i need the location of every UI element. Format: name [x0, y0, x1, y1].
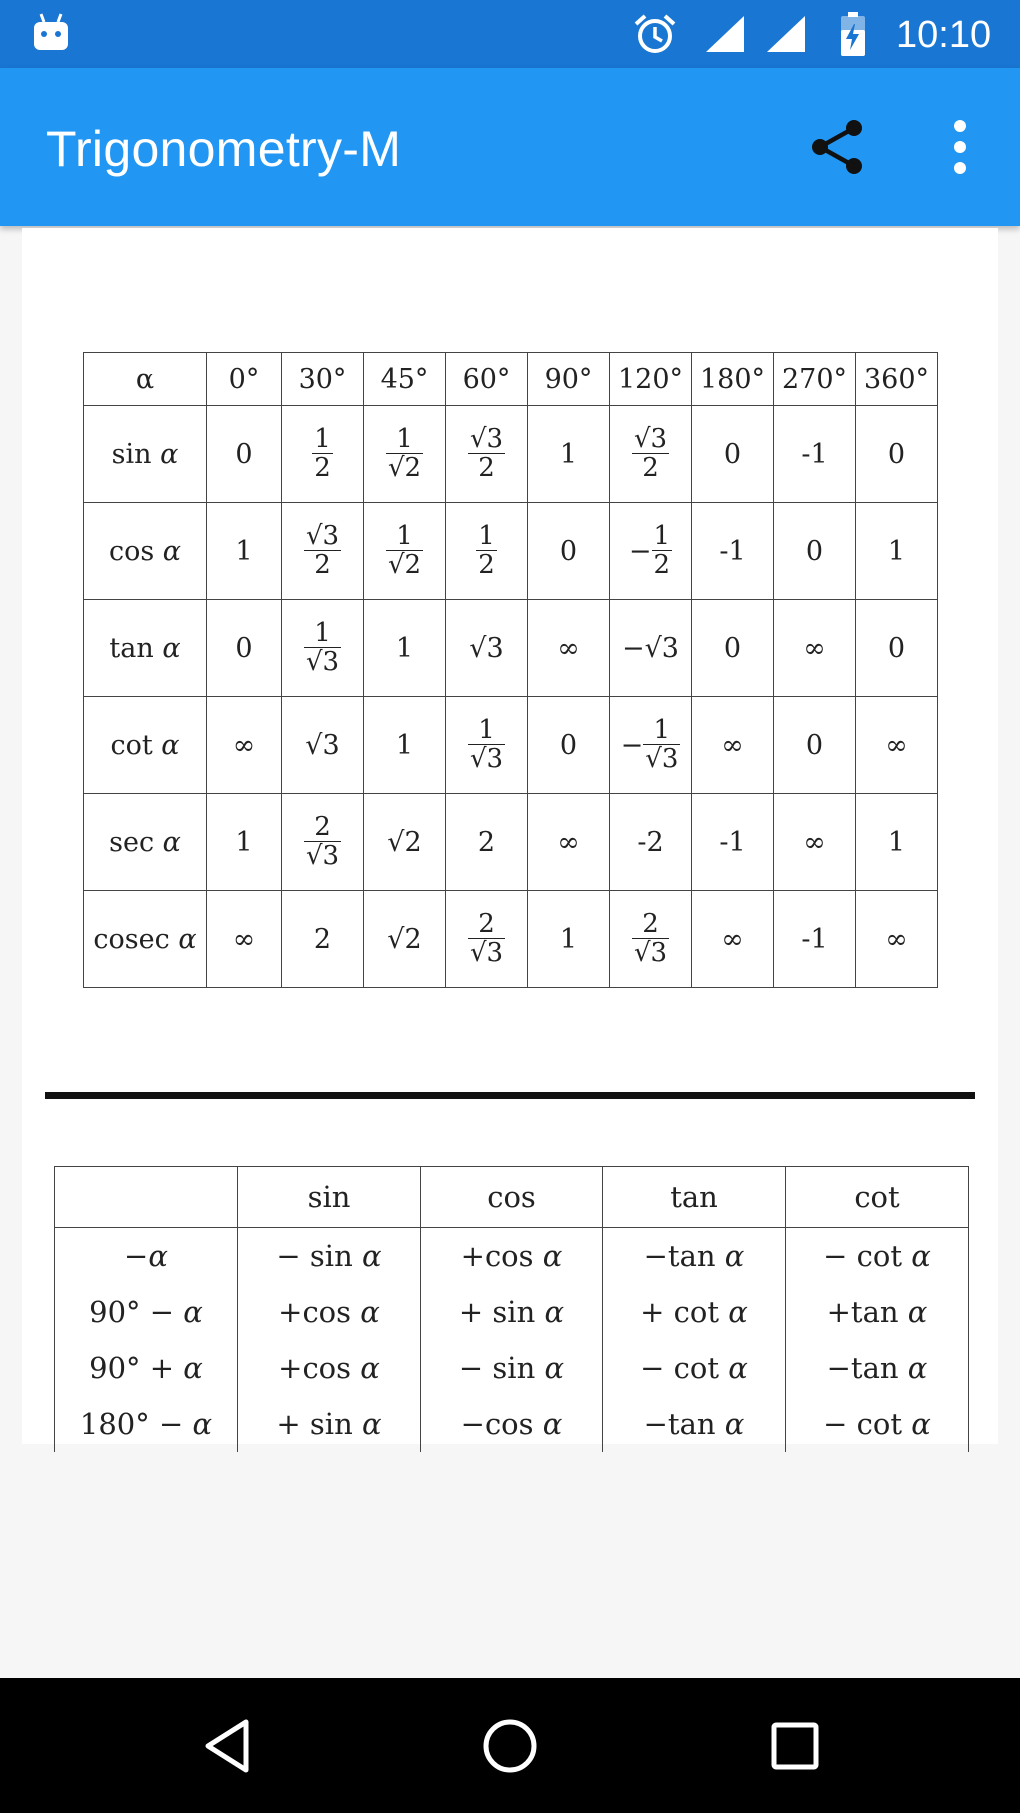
- value-cell: 2: [282, 891, 364, 988]
- denominator: 2: [314, 453, 331, 483]
- value-cell: 0: [774, 503, 856, 600]
- fraction: [304, 617, 341, 677]
- function-argument: α: [162, 632, 181, 664]
- angle-header: 120°: [610, 353, 692, 406]
- signal-icon: [704, 14, 746, 54]
- value-cell: 0: [856, 600, 938, 697]
- reduction-value: +cos α: [238, 1340, 421, 1396]
- angle-header: 60°: [446, 353, 528, 406]
- status-bar: [0, 0, 1020, 68]
- fraction: [652, 520, 673, 580]
- fraction: [643, 714, 680, 774]
- table-header-row: [84, 353, 938, 406]
- value-cell: [364, 503, 446, 600]
- denominator: 2: [632, 453, 669, 482]
- value-cell: [610, 406, 692, 503]
- reduction-value: − sin α: [238, 1228, 421, 1285]
- reduction-row: [55, 1284, 969, 1340]
- fraction: [468, 908, 505, 968]
- function-argument: α: [161, 729, 180, 761]
- numerator: 1: [314, 423, 331, 454]
- value-cell: √3: [446, 600, 528, 697]
- angle-header: 45°: [364, 353, 446, 406]
- value-cell: 1: [528, 406, 610, 503]
- battery-charging-icon: [840, 12, 866, 56]
- reduction-value: −tan α: [603, 1228, 786, 1285]
- denominator: √3: [469, 744, 504, 774]
- reduction-value: + cot α: [603, 1284, 786, 1340]
- value-cell: [446, 891, 528, 988]
- value-cell: 2: [446, 794, 528, 891]
- reduction-angle: 180° − α: [55, 1396, 238, 1452]
- value-cell: 0: [528, 697, 610, 794]
- value-cell: [610, 503, 692, 600]
- function-argument: α: [160, 438, 179, 470]
- reduction-value: +cos α: [238, 1284, 421, 1340]
- value-cell: 1: [207, 503, 282, 600]
- numerator: 1: [478, 714, 495, 745]
- numerator: 1: [478, 520, 495, 551]
- value-cell: −√3: [610, 600, 692, 697]
- reduction-header: cot: [786, 1167, 969, 1228]
- reduction-value: −tan α: [786, 1340, 969, 1396]
- function-name: sec: [109, 826, 163, 858]
- value-cell: ∞: [207, 891, 282, 988]
- denominator: √3: [469, 938, 504, 968]
- reduction-value: − sin α: [421, 1340, 603, 1396]
- value-cell: 1: [856, 503, 938, 600]
- fraction: [632, 423, 669, 483]
- reduction-value: + sin α: [238, 1396, 421, 1452]
- fraction: [468, 714, 505, 774]
- function-label: [84, 794, 207, 891]
- denominator: 2: [304, 550, 341, 579]
- value-cell: 0: [774, 697, 856, 794]
- value-cell: [610, 697, 692, 794]
- value-cell: 1: [528, 891, 610, 988]
- function-name: cos: [108, 535, 163, 567]
- reduction-value: − cot α: [603, 1340, 786, 1396]
- angle-header: 180°: [692, 353, 774, 406]
- value-cell: 0: [207, 600, 282, 697]
- fraction: [476, 520, 497, 580]
- value-cell: -1: [774, 891, 856, 988]
- reduction-row: [55, 1340, 969, 1396]
- value-cell: ∞: [207, 697, 282, 794]
- value-cell: [446, 503, 528, 600]
- function-argument: α: [178, 923, 197, 955]
- reduction-header: tan: [603, 1167, 786, 1228]
- denominator: √2: [387, 453, 422, 483]
- value-cell: [282, 406, 364, 503]
- reduction-row: [55, 1396, 969, 1452]
- value-cell: 1: [364, 600, 446, 697]
- more-vert-icon[interactable]: [942, 114, 978, 180]
- value-cell: ∞: [856, 891, 938, 988]
- denominator: √3: [645, 744, 679, 774]
- angle-header: 360°: [856, 353, 938, 406]
- denominator: √3: [305, 647, 340, 677]
- fraction: [304, 811, 341, 871]
- numerator: 2: [478, 908, 495, 939]
- value-cell: √3: [282, 697, 364, 794]
- app-bar: [0, 68, 1020, 226]
- angle-header: 0°: [207, 353, 282, 406]
- function-name: cot: [110, 729, 162, 761]
- value-cell: -1: [692, 794, 774, 891]
- value-cell: [446, 406, 528, 503]
- reduction-formulas-table: [54, 1166, 969, 1452]
- numerator: 1: [396, 520, 413, 551]
- angle-header: 270°: [774, 353, 856, 406]
- function-label: [84, 891, 207, 988]
- table-row: [84, 503, 938, 600]
- function-label: [84, 600, 207, 697]
- angle-header: 90°: [528, 353, 610, 406]
- function-argument: α: [162, 826, 181, 858]
- trig-values-table: [83, 352, 938, 988]
- navigation-bar: [0, 1678, 1020, 1813]
- function-label: [84, 697, 207, 794]
- value-cell: [282, 503, 364, 600]
- denominator: √3: [633, 938, 668, 968]
- value-cell: [364, 406, 446, 503]
- value-cell: 0: [692, 406, 774, 503]
- value-cell: [282, 600, 364, 697]
- table-row: [84, 600, 938, 697]
- function-name: tan: [109, 632, 163, 664]
- value-cell: 0: [692, 600, 774, 697]
- value-cell: ∞: [692, 697, 774, 794]
- value-cell: 0: [856, 406, 938, 503]
- value-cell: 1: [364, 697, 446, 794]
- signal-icon: [765, 14, 807, 54]
- clock: 10:10: [896, 14, 992, 56]
- reduction-value: +cos α: [421, 1228, 603, 1285]
- reduction-value: − cot α: [786, 1396, 969, 1452]
- value-cell: -2: [610, 794, 692, 891]
- reduction-header: cos: [421, 1167, 603, 1228]
- table-row: [84, 697, 938, 794]
- reduction-angle: 90° − α: [55, 1284, 238, 1340]
- reduction-value: −cos α: [421, 1396, 603, 1452]
- value-cell: -1: [692, 503, 774, 600]
- numerator: √3: [633, 423, 668, 454]
- function-label: [84, 406, 207, 503]
- value-cell: 0: [528, 503, 610, 600]
- denominator: √3: [305, 841, 340, 871]
- table-row: [84, 794, 938, 891]
- negative-sign: −: [620, 729, 644, 761]
- numerator: 2: [642, 908, 659, 939]
- value-cell: -1: [774, 406, 856, 503]
- numerator: √3: [305, 520, 340, 551]
- reduction-value: +tan α: [786, 1284, 969, 1340]
- reduction-value: + sin α: [421, 1284, 603, 1340]
- home-icon[interactable]: [478, 1714, 542, 1778]
- fraction: [632, 908, 669, 968]
- fraction: [304, 520, 341, 580]
- value-cell: ∞: [774, 600, 856, 697]
- function-name: cosec: [93, 923, 179, 955]
- reduction-header: sin: [238, 1167, 421, 1228]
- fraction: [386, 520, 423, 580]
- fraction: [312, 423, 333, 483]
- value-cell: [446, 697, 528, 794]
- value-cell: ∞: [856, 697, 938, 794]
- function-label: [84, 503, 207, 600]
- back-icon[interactable]: [198, 1716, 258, 1776]
- numerator: 1: [653, 520, 671, 551]
- value-cell: ∞: [774, 794, 856, 891]
- function-name: sin: [111, 438, 161, 470]
- table-row: [84, 406, 938, 503]
- numerator: 1: [396, 423, 413, 454]
- denominator: √2: [387, 550, 422, 580]
- value-cell: ∞: [692, 891, 774, 988]
- divider: [45, 1092, 975, 1099]
- value-cell: 0: [207, 406, 282, 503]
- numerator: 1: [653, 714, 671, 745]
- value-cell: ∞: [528, 600, 610, 697]
- reduction-row: [55, 1228, 969, 1285]
- share-icon[interactable]: [806, 114, 872, 180]
- numerator: 2: [314, 811, 331, 842]
- numerator: 1: [314, 617, 331, 648]
- denominator: 2: [478, 550, 495, 580]
- reduction-value: − cot α: [786, 1228, 969, 1285]
- value-cell: [610, 891, 692, 988]
- value-cell: √2: [364, 794, 446, 891]
- fraction: [386, 423, 423, 483]
- function-argument: α: [162, 535, 182, 567]
- value-cell: 1: [207, 794, 282, 891]
- numerator: √3: [469, 423, 504, 454]
- reduction-value: −tan α: [603, 1396, 786, 1452]
- android-notification-icon: [32, 12, 70, 52]
- value-cell: ∞: [528, 794, 610, 891]
- reduction-header-row: [55, 1167, 969, 1228]
- denominator: 2: [653, 550, 671, 580]
- denominator: 2: [468, 453, 505, 482]
- negative-sign: −: [628, 535, 652, 567]
- value-cell: 1: [856, 794, 938, 891]
- app-title: Trigonometry-M: [46, 121, 402, 177]
- reduction-angle: −α: [55, 1228, 238, 1285]
- value-cell: [282, 794, 364, 891]
- reduction-header: [55, 1167, 238, 1228]
- fraction: [468, 423, 505, 483]
- table-row: [84, 891, 938, 988]
- value-cell: √2: [364, 891, 446, 988]
- table-corner-cell: α: [84, 353, 207, 406]
- recents-icon[interactable]: [765, 1716, 825, 1776]
- angle-header: 30°: [282, 353, 364, 406]
- reduction-angle: 90° + α: [55, 1340, 238, 1396]
- alarm-icon: [633, 12, 677, 56]
